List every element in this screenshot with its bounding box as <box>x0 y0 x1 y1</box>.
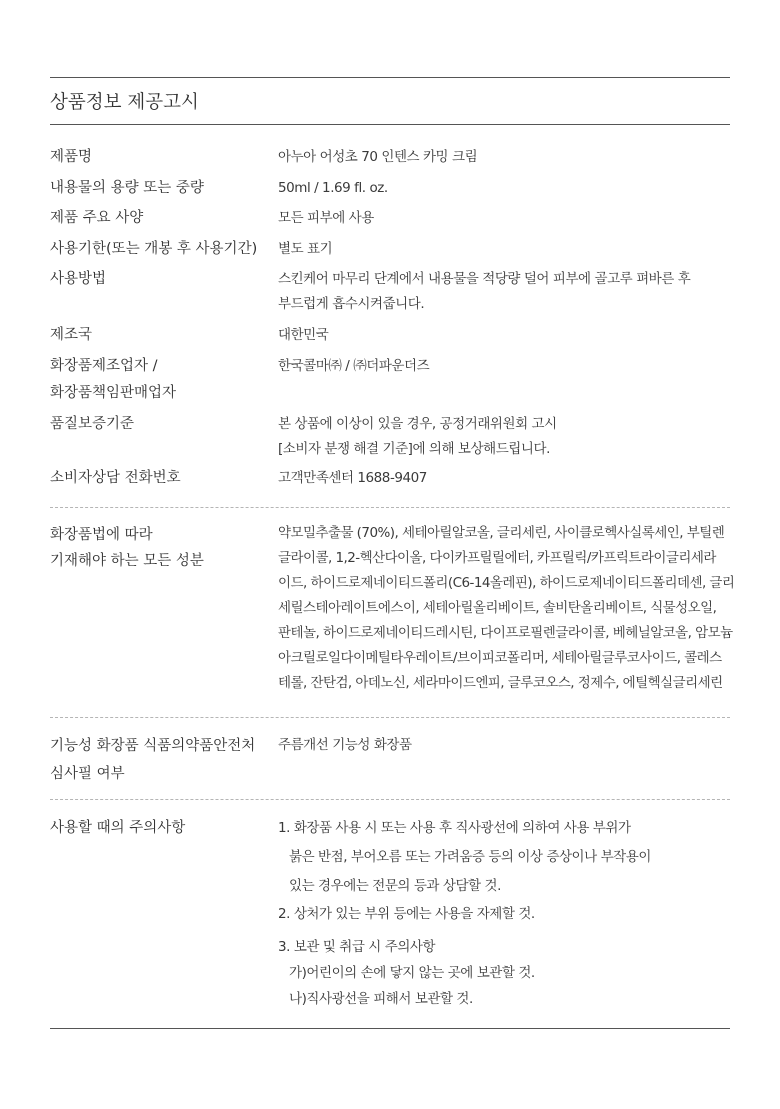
section-title: 상품정보 제공고시 <box>50 92 199 113</box>
row-value-usage: 스킨케어 마무리 단계에서 내용물을 적당량 덜어 피부에 골고루 펴바른 후 부드럽게 흡수시켜줍니다. <box>278 271 691 312</box>
row-label-main-spec: 제품 주요 사양 <box>50 210 144 226</box>
row-label-product-name: 제품명 <box>50 149 93 165</box>
title-rule <box>50 124 730 125</box>
bottom-rule <box>50 1028 730 1029</box>
row-value-main-spec: 모든 피부에 사용 <box>278 210 374 226</box>
row-label-usage: 사용방법 <box>50 271 107 287</box>
row-label-quality: 품질보증기준 <box>50 416 135 432</box>
row-value-cs-phone: 고객만족센터 1688-9407 <box>278 470 427 486</box>
row-value-quality: 본 상품에 이상이 있을 경우, 공정거래위원회 고시 [소비자 분쟁 해결 기준]에 의해 보상해드립니다. <box>278 416 557 457</box>
row-value-ingredients: 약모밀추출물 (70%), 세테아릴알코올, 글리세린, 사이클로헥사실록세인, 부틸렌 글라이콜, 1,2-헥산다이올, 다이카프릴릴에터, 카프릴릭/카프릭트라이글리세라 이드, 하이드로제네이티드폴리(C6-14올레핀), 하이드로제네이티드폴리데센, 글리 세릴스테아레이트에스이, 세테아릴올리베이트, 솔비탄올리베이트, 식물성오일, 판테놀, 하이드로제네이티드레시틴, 다이프로필렌글라이콜, 베헤닐알코올, 암모늄 아크릴로일다이메틸타우레이트/브이피코폴리머, 세테아릴글루코사이드, 콜레스 테롤, 잔탄검, 아데노신, 세라마이드엔피, 글루코오스, 정제수, 에틸헥실글리세린 <box>278 525 735 691</box>
row-label-volume: 내용물의 용량 또는 중량 <box>50 180 204 196</box>
row-value-volume: 50ml / 1.69 fl. oz. <box>278 180 388 196</box>
top-rule <box>50 77 730 78</box>
row-value-expiry: 별도 표기 <box>278 241 333 257</box>
row-value-functional: 주름개선 기능성 화장품 <box>278 737 412 753</box>
row-value-country: 대한민국 <box>278 327 329 343</box>
row-label-precautions: 사용할 때의 주의사항 <box>50 820 186 836</box>
row-label-functional: 기능성 화장품 식품의약품안전처 심사필 여부 <box>50 738 256 782</box>
row-label-ingredients: 화장품법에 따라 기재해야 하는 모든 성분 <box>50 527 204 569</box>
row-label-cs-phone: 소비자상담 전화번호 <box>50 470 181 486</box>
row-value-product-name: 아누아 어성초 70 인텐스 카밍 크림 <box>278 149 478 165</box>
divider <box>50 717 730 718</box>
row-label-expiry: 사용기한(또는 개봉 후 사용기간) <box>50 241 258 257</box>
row-label-country: 제조국 <box>50 327 93 343</box>
row-value-precautions: 1. 화장품 사용 시 또는 사용 후 직사광선에 의하여 사용 부위가 붉은 반점, 부어오름 또는 가려움증 등의 이상 증상이나 부작용이 있는 경우에는 전문의 등과 상담할 것. 2. 상처가 있는 부위 등에는 사용을 자제할 것. 3. 보관 및 취급 시 주의사항 가)어린이의 손에 닿지 않는 곳에 보관할 것. 나)직사광선을 피해서 보관할 것. <box>278 820 651 1007</box>
row-label-manufacturer: 화장품제조업자 / 화장품책임판매업자 <box>50 358 177 401</box>
divider <box>50 507 730 508</box>
divider <box>50 799 730 800</box>
row-value-manufacturer: 한국콜마㈜ / ㈜더파운더즈 <box>278 358 430 374</box>
